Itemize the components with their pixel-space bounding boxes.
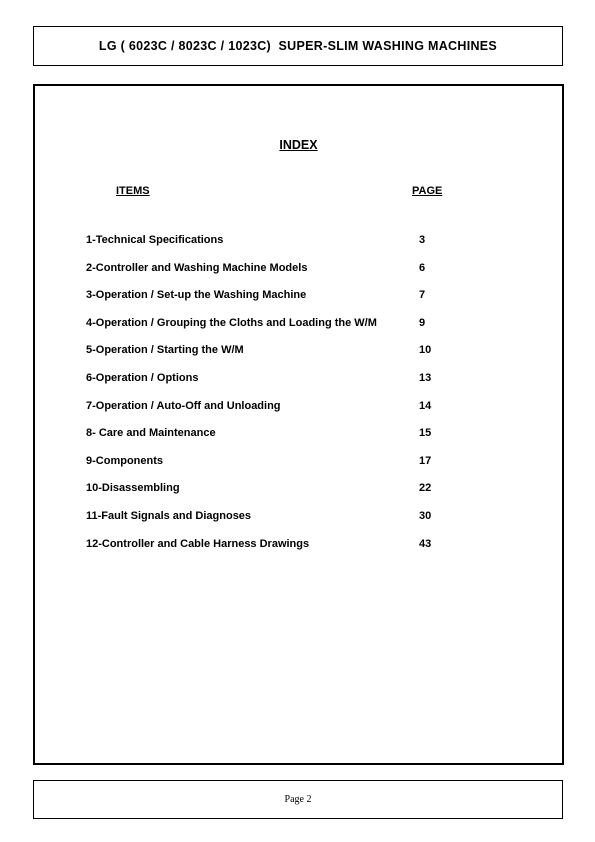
toc-entry[interactable] xyxy=(86,344,546,372)
toc-entry-label: 9-Components xyxy=(86,454,163,467)
toc-entry-label: 10-Disassembling xyxy=(86,482,180,495)
toc-entry[interactable] xyxy=(86,372,546,400)
toc-entry[interactable] xyxy=(86,538,546,566)
toc-entry-page: 15 xyxy=(419,427,432,440)
toc-entry[interactable] xyxy=(86,510,546,538)
toc-entry[interactable] xyxy=(86,455,546,483)
toc-entry-page: 30 xyxy=(419,509,432,522)
toc-entry[interactable] xyxy=(86,317,546,345)
toc-entry-page: 6 xyxy=(419,261,426,274)
toc-entry[interactable] xyxy=(86,262,546,290)
toc-entry-page: 10 xyxy=(419,344,432,357)
document-footer xyxy=(33,780,563,819)
toc-entry-page: 43 xyxy=(419,537,432,550)
toc-entry-label: 1-Technical Specifications xyxy=(86,234,224,246)
toc-entry-page: 7 xyxy=(419,289,426,302)
toc-entry-page: 9 xyxy=(419,316,426,329)
toc-entry-page: 22 xyxy=(419,482,432,495)
toc-entry-label: 4-Operation / Grouping the Cloths and Loading the W/M xyxy=(86,316,377,329)
toc-entry[interactable] xyxy=(86,427,546,455)
toc-entry-label: 2-Controller and Washing Machine Models xyxy=(86,261,308,274)
toc-entry-label: 3-Operation / Set-up the Washing Machine xyxy=(86,289,307,302)
toc-entry-label: 7-Operation / Auto-Off and Unloading xyxy=(86,399,281,412)
toc-entry-page: 14 xyxy=(419,399,432,412)
toc-entry-label: 11-Fault Signals and Diagnoses xyxy=(86,509,252,522)
index-panel xyxy=(33,84,564,765)
document-title: LG ( 6023C / 8023C / 1023C) SUPER-SLIM WASHING MACHINES xyxy=(98,39,498,53)
toc-entry-label: 5-Operation / Starting the W/M xyxy=(86,344,244,357)
toc-entry-page: 17 xyxy=(419,454,432,467)
toc-entry[interactable] xyxy=(86,234,546,262)
toc-entry-label: 8- Care and Maintenance xyxy=(86,427,216,440)
table-of-contents xyxy=(86,234,546,565)
document-header xyxy=(33,26,563,66)
toc-entry-page: 3 xyxy=(419,234,426,246)
items-column-heading: ITEMS xyxy=(116,185,150,197)
page-number: Page 2 xyxy=(284,794,312,805)
toc-entry[interactable] xyxy=(86,482,546,510)
page-column-heading: PAGE xyxy=(412,185,443,197)
toc-entry[interactable] xyxy=(86,289,546,317)
toc-entry[interactable] xyxy=(86,400,546,428)
index-title: INDEX xyxy=(279,138,318,152)
toc-entry-label: 12-Controller and Cable Harness Drawings xyxy=(86,537,310,550)
toc-entry-label: 6-Operation / Options xyxy=(86,371,199,384)
toc-entry-page: 13 xyxy=(419,371,432,384)
